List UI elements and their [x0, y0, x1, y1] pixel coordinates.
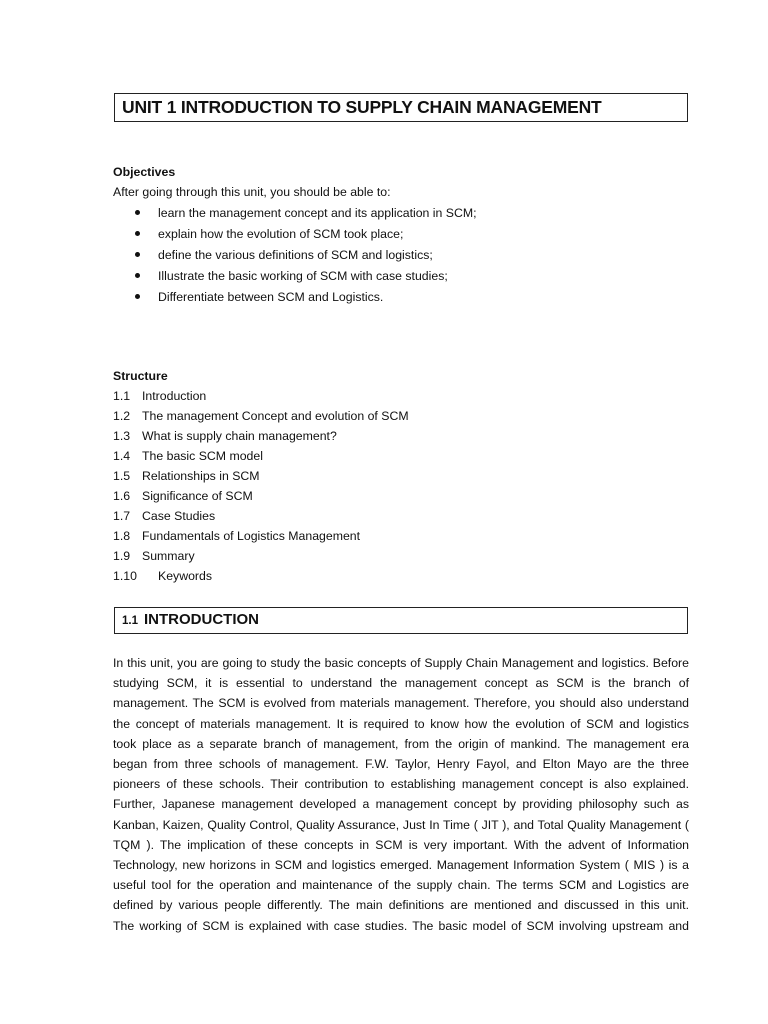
- structure-heading: Structure: [113, 369, 168, 383]
- structure-item: 1.8 Fundamentals of Logistics Management: [113, 529, 361, 543]
- structure-item: 1.10 Keywords: [113, 569, 212, 583]
- paragraph-line: TQM ). The implication of these concepts in SCM is very important. With the advent of Information: [113, 837, 689, 852]
- structure-item: 1.4 The basic SCM model: [113, 449, 263, 463]
- paragraph-line: In this unit, you are going to study the basic concepts of Supply Chain Management and logistics. Before: [113, 656, 689, 670]
- paragraph-line: Further, Japanese management developed a management concept by providing philosophy such as: [113, 797, 689, 812]
- paragraph-line: pioneers of these schools. Their contribution to establishing management concept is also explained.: [113, 777, 689, 792]
- section-heading: [114, 607, 688, 634]
- bullet-icon: [135, 273, 140, 278]
- paragraph-line: took place as a separate branch of management, from the origin of mankind. The management era: [113, 736, 689, 751]
- objective-item: Differentiate between SCM and Logistics.: [113, 289, 477, 310]
- paragraph-line: The working of SCM is explained with case studies. The basic model of SCM involving upstream and: [113, 918, 689, 933]
- structure-item: 1.5 Relationships in SCM: [113, 469, 260, 483]
- paragraph-line: Kanban, Kaizen, Quality Control, Quality Assurance, Just In Time ( JIT ), and Total Quality Management (: [113, 817, 689, 832]
- paragraph-line: the concept of materials management. It is required to know how the evolution of SCM and logistics: [113, 716, 689, 731]
- objective-item: explain how the evolution of SCM took place;: [113, 226, 477, 247]
- bullet-icon: [135, 231, 140, 236]
- bullet-icon: [135, 252, 140, 257]
- objective-item: define the various definitions of SCM and logistics;: [113, 247, 477, 268]
- paragraph-line: defined by various people differently. The main definitions are mentioned and discussed in this unit.: [113, 898, 689, 913]
- paragraph-line: management. The SCM is evolved from materials management. Therefore, you should also understand: [113, 696, 689, 711]
- objective-item: learn the management concept and its application in SCM;: [113, 205, 477, 226]
- structure-list: [113, 388, 409, 588]
- paragraph-line: studying SCM, it is essential to understand the management concept as SCM is the branch of: [113, 676, 689, 691]
- bullet-icon: [135, 210, 140, 215]
- structure-item: 1.6 Significance of SCM: [113, 489, 253, 503]
- structure-item: 1.9 Summary: [113, 549, 195, 563]
- structure-item: 1.7 Case Studies: [113, 509, 216, 523]
- section-number: 1.1: [122, 615, 138, 627]
- structure-item: 1.1 Introduction: [113, 389, 207, 403]
- structure-item: 1.2 The management Concept and evolution of SCM: [113, 409, 409, 423]
- objectives-intro: After going through this unit, you should be able to:: [113, 185, 391, 199]
- structure-item: 1.3 What is supply chain management?: [113, 429, 337, 443]
- objectives-list: [113, 205, 477, 310]
- bullet-icon: [135, 294, 140, 299]
- paragraph-line: useful tool for the operation and maintenance of the supply chain. The terms SCM and Logistics are: [113, 878, 689, 893]
- section-title: INTRODUCTION: [144, 611, 259, 628]
- introduction-paragraph: [113, 653, 689, 936]
- objectives-heading: Objectives: [113, 165, 176, 179]
- paragraph-line: Technology, new horizons in SCM and logistics emerged. Management Information System ( MIS ) is a: [113, 858, 689, 873]
- objective-item: Illustrate the basic working of SCM with case studies;: [113, 268, 477, 289]
- paragraph-line: began from three schools of management. F.W. Taylor, Henry Fayol, and Elton Mayo are the three: [113, 757, 689, 772]
- unit-title: UNIT 1 INTRODUCTION TO SUPPLY CHAIN MANAGEMENT: [114, 93, 688, 122]
